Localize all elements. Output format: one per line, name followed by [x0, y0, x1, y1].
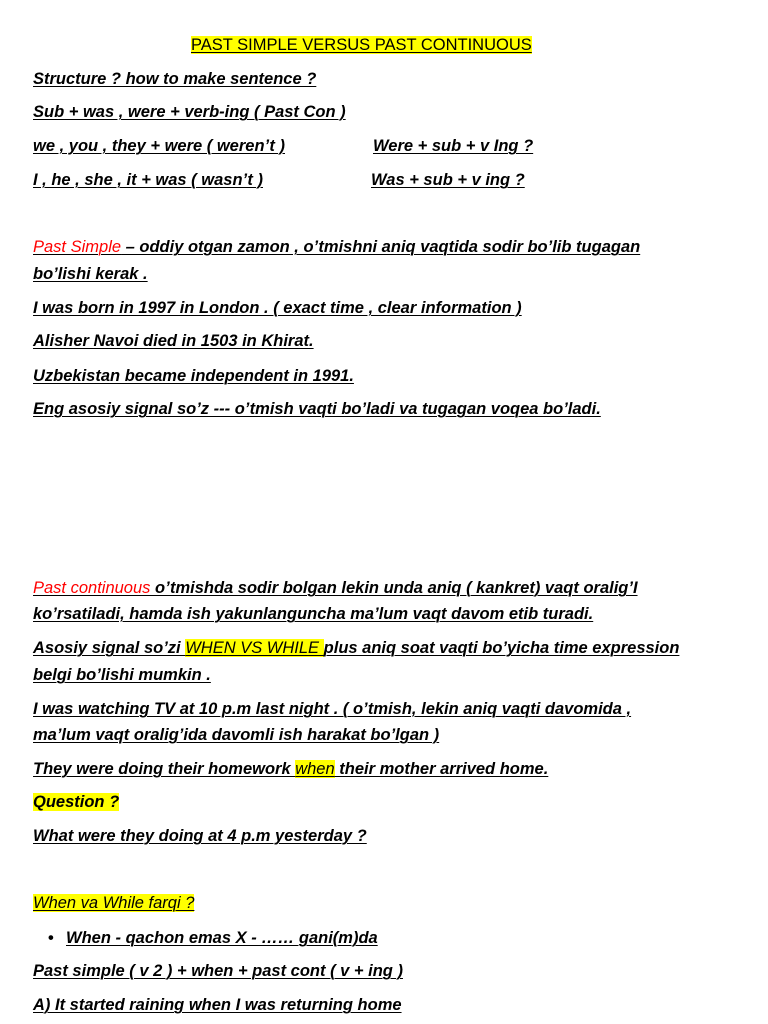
structure-line: Structure ? how to make sentence ? [33, 70, 317, 88]
bullet-icon: • [48, 929, 54, 947]
i-he-she-line: I , he , she , it + was ( wasn’t ) [33, 171, 263, 189]
past-continuous-example-2: They were doing their homework when their mother arrived home. [33, 760, 549, 778]
past-continuous-label: Past continuous [33, 579, 155, 597]
past-simple-signal: Eng asosiy signal so’z --- o’tmish vaqti bo’ladi va tugagan voqea bo’ladi. [33, 400, 601, 418]
past-simple-example-2: Alisher Navoi died in 1503 in Khirat. [33, 332, 314, 350]
when-highlight: when [295, 760, 335, 778]
past-continuous-example-1: I was watching TV at 10 p.m last night . ( o’tmish, lekin aniq vaqti davomida , [33, 700, 632, 718]
were-question-line: Were + sub + v Ing ? [373, 137, 534, 155]
when-example: A) It started raining when I was returning home [33, 996, 402, 1014]
past-continuous-signal-cont: belgi bo’lishi mumkin . [33, 666, 211, 684]
doc-title [33, 35, 532, 55]
past-continuous-definition: Past continuous o’tmishda sodir bolgan lekin unda aniq ( kankret) vaqt oralig’I [33, 579, 638, 597]
question-label: Question ? [33, 793, 120, 811]
past-simple-definition: Past Simple – oddiy otgan zamon , o’tmishni aniq vaqtida sodir bo’lib tugagan [33, 238, 641, 256]
when-vs-while-highlight: WHEN VS WHILE [185, 639, 324, 657]
question-text: What were they doing at 4 p.m yesterday ? [33, 827, 367, 845]
was-question-line: Was + sub + v ing ? [371, 171, 525, 189]
past-simple-example-3: Uzbekistan became independent in 1991. [33, 367, 354, 385]
past-continuous-signal: Asosiy signal so’zi WHEN VS WHILE plus aniq soat vaqti bo’yicha time expression [33, 639, 680, 657]
past-continuous-example-1-cont: ma’lum vaqt oralig’ida davomli ish harakat bo’lgan ) [33, 726, 440, 744]
we-you-they-line: we , you , they + were ( weren’t ) [33, 137, 285, 155]
past-simple-definition-cont: bo’lishi kerak . [33, 265, 148, 283]
past-continuous-definition-cont: ko’rsatiladi, hamda ish yakunlanguncha ma’lum vaqt davom etib turadi. [33, 605, 594, 623]
when-formula: Past simple ( v 2 ) + when + past cont ( v + ing ) [33, 962, 403, 980]
past-simple-label: Past Simple [33, 238, 122, 256]
when-bullet-item: • When - qachon emas X - …… gani(m)da [48, 929, 378, 947]
past-simple-example-1: I was born in 1997 in London . ( exact time , clear information ) [33, 299, 522, 317]
when-while-label: When va While farqi ? [33, 894, 195, 912]
doc-title-text: PAST SIMPLE VERSUS PAST CONTINUOUS [191, 36, 532, 54]
formula-line: Sub + was , were + verb-ing ( Past Con ) [33, 103, 346, 121]
